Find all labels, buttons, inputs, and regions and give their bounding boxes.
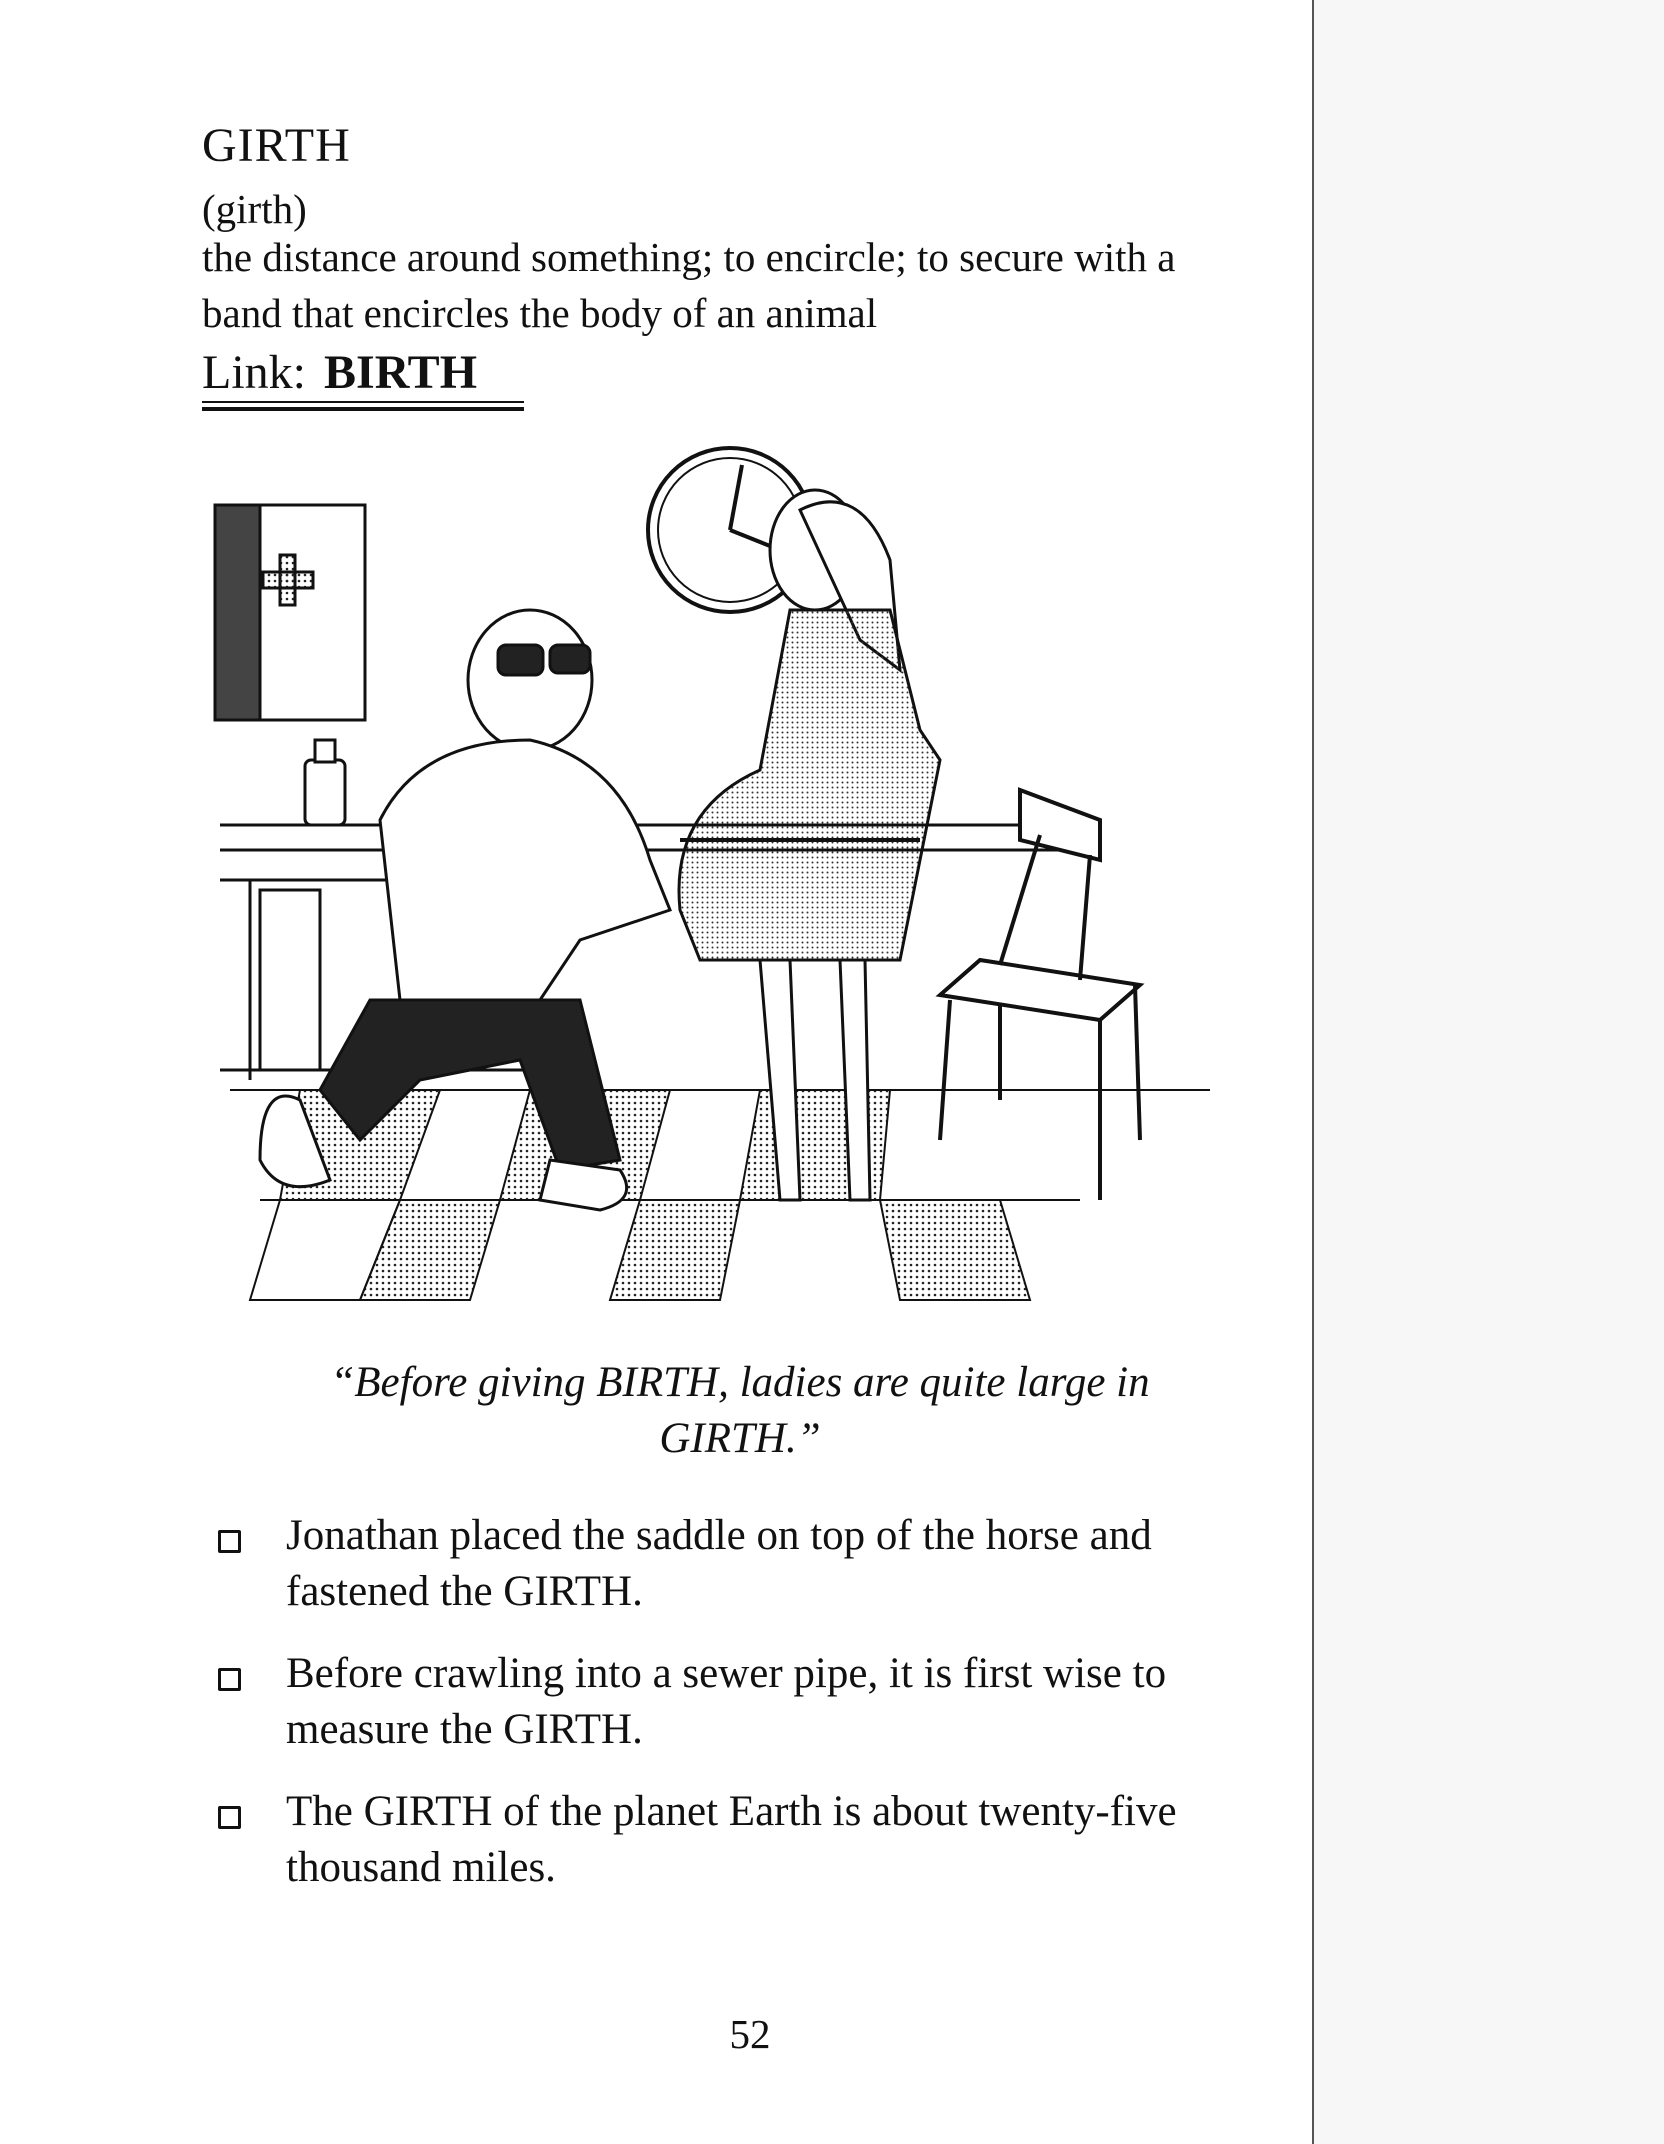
list-item: [218, 1508, 1258, 1620]
list-item: [218, 1646, 1258, 1758]
pronunciation: (girth): [202, 186, 307, 232]
example-text: The GIRTH of the planet Earth is about twenty-five thousand miles.: [286, 1788, 1177, 1891]
bottle-icon: [305, 740, 345, 825]
medicine-cabinet-icon: [215, 505, 365, 720]
page-margin-shade: [1314, 0, 1664, 2144]
cartoon-illustration: [200, 440, 1260, 1340]
link-underline: [202, 401, 524, 403]
link-word: BIRTH: [324, 346, 478, 399]
page-edge-line: [1312, 0, 1314, 2144]
list-item: [218, 1784, 1258, 1896]
checkbox-icon: [218, 1530, 241, 1553]
definition: the distance around something; to encircle; to secure with a band that encircles the body of an animal: [202, 234, 1176, 336]
link-label: Link:: [202, 346, 306, 399]
checkbox-icon: [218, 1668, 241, 1691]
link-underline-thick: [202, 407, 524, 411]
page-number: 52: [729, 2011, 771, 2057]
link-line: [202, 345, 477, 401]
checkbox-icon: [218, 1806, 241, 1829]
example-text: Jonathan placed the saddle on top of the horse and fastened the GIRTH.: [286, 1512, 1152, 1615]
caption: “Before giving BIRTH, ladies are quite large in GIRTH.”: [330, 1359, 1150, 1462]
headword: GIRTH: [202, 119, 351, 172]
example-text: Before crawling into a sewer pipe, it is first wise to measure the GIRTH.: [286, 1650, 1167, 1753]
example-list: [218, 1508, 1258, 1922]
